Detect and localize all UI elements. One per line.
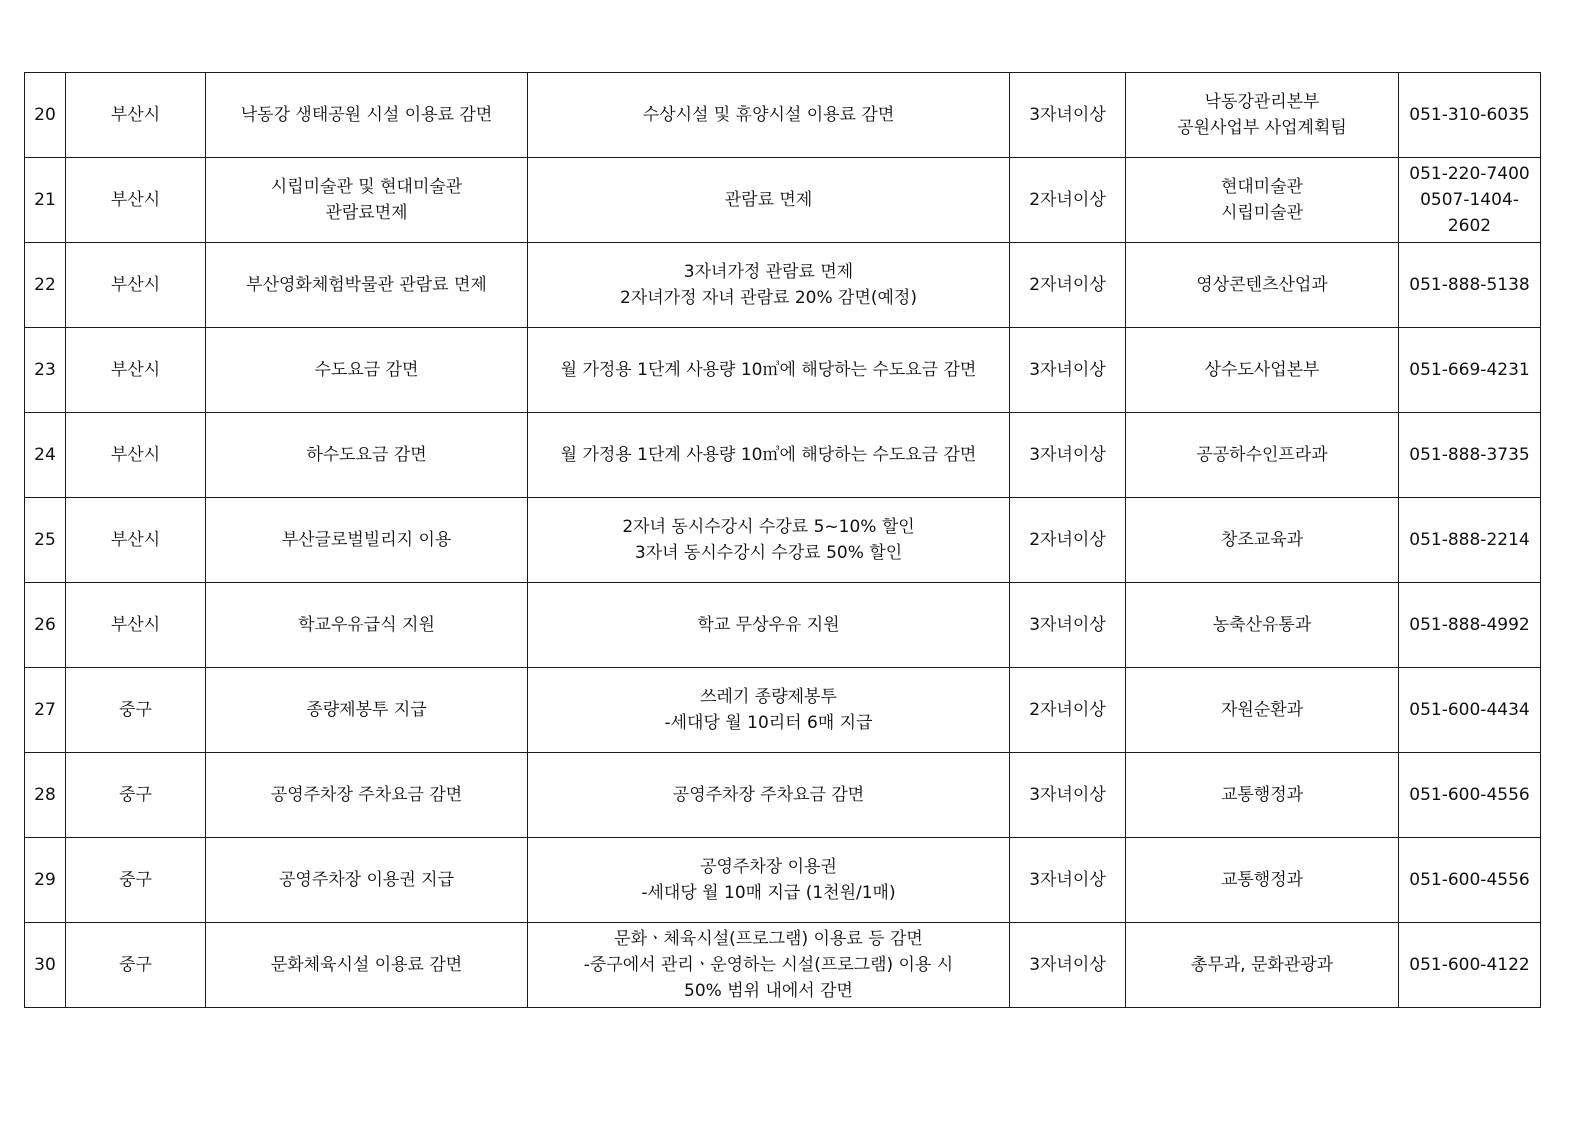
cell-region: 부산시 (66, 243, 206, 328)
cell-phone: 051-220-7400 0507-1404-2602 (1399, 158, 1541, 243)
cell-number: 27 (25, 668, 66, 753)
table-row (25, 583, 1541, 668)
cell-eligibility: 2자녀이상 (1010, 498, 1126, 583)
cell-number: 21 (25, 158, 66, 243)
cell-detail: 3자녀가정 관람료 면제 2자녀가정 자녀 관람료 20% 감면(예정) (528, 243, 1010, 328)
cell-program: 부산글로벌빌리지 이용 (206, 498, 528, 583)
cell-program: 하수도요금 감면 (206, 413, 528, 498)
table-row (25, 158, 1541, 243)
cell-eligibility: 3자녀이상 (1010, 838, 1126, 923)
cell-department: 공공하수인프라과 (1126, 413, 1399, 498)
table-row (25, 328, 1541, 413)
cell-region: 부산시 (66, 583, 206, 668)
cell-department: 총무과, 문화관광과 (1126, 923, 1399, 1008)
cell-region: 중구 (66, 838, 206, 923)
cell-department: 현대미술관 시립미술관 (1126, 158, 1399, 243)
cell-program: 문화체육시설 이용료 감면 (206, 923, 528, 1008)
cell-number: 22 (25, 243, 66, 328)
cell-eligibility: 3자녀이상 (1010, 73, 1126, 158)
cell-program: 수도요금 감면 (206, 328, 528, 413)
cell-phone: 051-600-4556 (1399, 753, 1541, 838)
cell-eligibility: 2자녀이상 (1010, 243, 1126, 328)
cell-number: 28 (25, 753, 66, 838)
table-row (25, 498, 1541, 583)
cell-detail: 공영주차장 주차요금 감면 (528, 753, 1010, 838)
cell-department: 낙동강관리본부 공원사업부 사업계획팀 (1126, 73, 1399, 158)
cell-eligibility: 2자녀이상 (1010, 158, 1126, 243)
table-row (25, 243, 1541, 328)
cell-detail: 학교 무상우유 지원 (528, 583, 1010, 668)
cell-department: 상수도사업본부 (1126, 328, 1399, 413)
cell-number: 30 (25, 923, 66, 1008)
cell-eligibility: 3자녀이상 (1010, 413, 1126, 498)
cell-program: 낙동강 생태공원 시설 이용료 감면 (206, 73, 528, 158)
cell-region: 중구 (66, 753, 206, 838)
cell-eligibility: 3자녀이상 (1010, 753, 1126, 838)
cell-number: 20 (25, 73, 66, 158)
cell-department: 자원순환과 (1126, 668, 1399, 753)
cell-number: 23 (25, 328, 66, 413)
cell-eligibility: 3자녀이상 (1010, 923, 1126, 1008)
cell-phone: 051-600-4122 (1399, 923, 1541, 1008)
cell-department: 영상콘텐츠산업과 (1126, 243, 1399, 328)
cell-region: 부산시 (66, 498, 206, 583)
cell-program: 시립미술관 및 현대미술관 관람료면제 (206, 158, 528, 243)
cell-program: 공영주차장 주차요금 감면 (206, 753, 528, 838)
table-body (25, 73, 1541, 1008)
cell-program: 공영주차장 이용권 지급 (206, 838, 528, 923)
cell-program: 종량제봉투 지급 (206, 668, 528, 753)
cell-region: 부산시 (66, 158, 206, 243)
cell-detail: 쓰레기 종량제봉투 -세대당 월 10리터 6매 지급 (528, 668, 1010, 753)
table-row (25, 753, 1541, 838)
cell-phone: 051-888-4992 (1399, 583, 1541, 668)
cell-phone: 051-600-4434 (1399, 668, 1541, 753)
cell-department: 창조교육과 (1126, 498, 1399, 583)
cell-department: 농축산유통과 (1126, 583, 1399, 668)
cell-region: 중구 (66, 668, 206, 753)
table-row (25, 668, 1541, 753)
cell-phone: 051-600-4556 (1399, 838, 1541, 923)
cell-department: 교통행정과 (1126, 838, 1399, 923)
table-row (25, 838, 1541, 923)
table-row (25, 923, 1541, 1008)
cell-program: 부산영화체험박물관 관람료 면제 (206, 243, 528, 328)
cell-number: 25 (25, 498, 66, 583)
cell-detail: 관람료 면제 (528, 158, 1010, 243)
cell-detail: 문화ㆍ체육시설(프로그램) 이용료 등 감면 -중구에서 관리ㆍ운영하는 시설(프로그램) 이용 시 50% 범위 내에서 감면 (528, 923, 1010, 1008)
cell-detail: 월 가정용 1단계 사용량 10㎥에 해당하는 수도요금 감면 (528, 328, 1010, 413)
cell-department: 교통행정과 (1126, 753, 1399, 838)
cell-region: 중구 (66, 923, 206, 1008)
cell-phone: 051-888-2214 (1399, 498, 1541, 583)
cell-number: 24 (25, 413, 66, 498)
cell-eligibility: 3자녀이상 (1010, 583, 1126, 668)
cell-phone: 051-888-3735 (1399, 413, 1541, 498)
cell-phone: 051-310-6035 (1399, 73, 1541, 158)
cell-detail: 공영주차장 이용권 -세대당 월 10매 지급 (1천원/1매) (528, 838, 1010, 923)
cell-program: 학교우유급식 지원 (206, 583, 528, 668)
cell-number: 26 (25, 583, 66, 668)
cell-region: 부산시 (66, 413, 206, 498)
table-row (25, 73, 1541, 158)
cell-phone: 051-888-5138 (1399, 243, 1541, 328)
table-row (25, 413, 1541, 498)
cell-detail: 월 가정용 1단계 사용량 10㎥에 해당하는 수도요금 감면 (528, 413, 1010, 498)
cell-detail: 수상시설 및 휴양시설 이용료 감면 (528, 73, 1010, 158)
cell-number: 29 (25, 838, 66, 923)
cell-region: 부산시 (66, 328, 206, 413)
cell-eligibility: 3자녀이상 (1010, 328, 1126, 413)
cell-region: 부산시 (66, 73, 206, 158)
benefit-table (24, 72, 1541, 1008)
cell-phone: 051-669-4231 (1399, 328, 1541, 413)
cell-detail: 2자녀 동시수강시 수강료 5~10% 할인 3자녀 동시수강시 수강료 50% 할인 (528, 498, 1010, 583)
cell-eligibility: 2자녀이상 (1010, 668, 1126, 753)
